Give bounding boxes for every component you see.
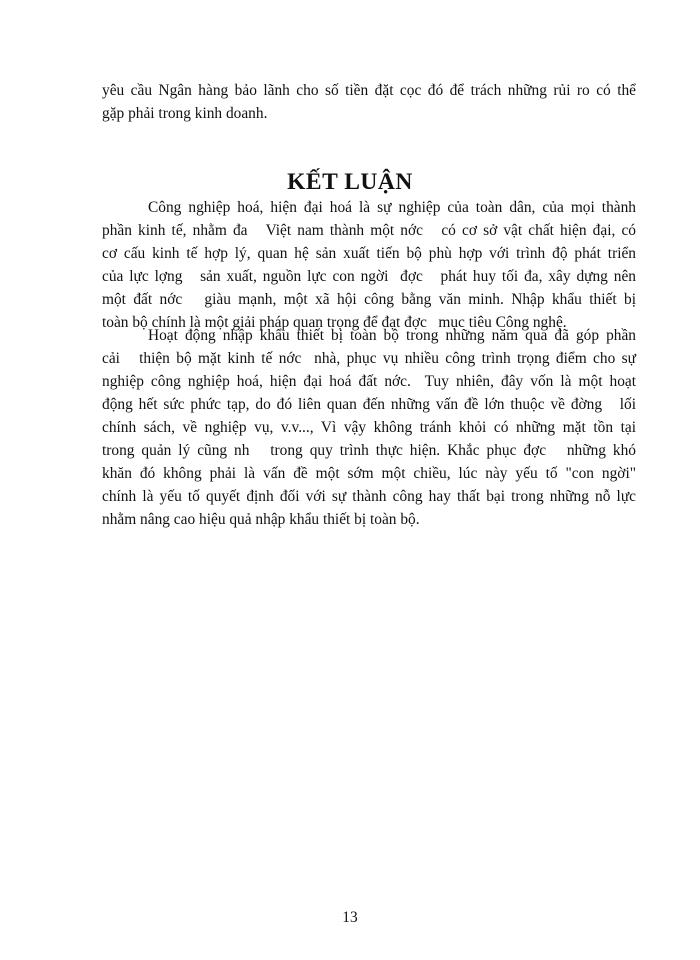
intro-line-2: gặp phải trong kinh doanh. bbox=[102, 105, 268, 122]
p2-line-4: động hết sức phức tạp, do đó liên quan đến những vấn đề lớn thuộc về đờng lối bbox=[102, 396, 636, 413]
p2-line-9: nhằm nâng cao hiệu quả nhập khẩu thiết bị toàn bộ. bbox=[102, 511, 420, 528]
intro-paragraph bbox=[102, 79, 636, 125]
p1-line-6: toàn bộ chính là một giải pháp quan trọng để đạt đợc mục tiêu Công nghệ. bbox=[102, 314, 567, 331]
page-number: 13 bbox=[342, 909, 358, 926]
p1-line-3: cơ cấu kinh tế hợp lý, quan hệ sản xuất tiến bộ phù hợp với trình độ phát triển bbox=[102, 245, 636, 262]
p2-line-6: trong quản lý cũng nh trong quy trình thực hiện. Khắc phục đợc những khó bbox=[102, 442, 636, 459]
conclusion-paragraph-1 bbox=[102, 196, 636, 334]
p1-line-5: một đất nớc giàu mạnh, một xã hội công bằng văn minh. Nhập khẩu thiết bị bbox=[102, 291, 636, 308]
p2-line-2: cải thiện bộ mặt kinh tế nớc nhà, phục vụ nhiều công trình trọng điểm cho sự bbox=[102, 350, 636, 367]
p2-line-1: Hoạt động nhập khẩu thiết bị toàn bộ trong những năm qua đã góp phần bbox=[148, 327, 636, 344]
p2-line-7: khăn đó không phải là vấn đề một sớm một chiều, lúc này yếu tố "con ngời" bbox=[102, 465, 636, 482]
p2-line-5: chính sách, về nghiệp vụ, v.v..., Vì vậy không tránh khỏi có những mặt tồn tại bbox=[102, 419, 636, 436]
intro-line-1: yêu cầu Ngân hàng bảo lãnh cho số tiền đặt cọc đó để trách những rủi ro có thể bbox=[102, 82, 636, 99]
p2-line-3: nghiệp công nghiệp hoá, hiện đại hoá đất nớc. Tuy nhiên, đây vốn là một hoạt bbox=[102, 373, 636, 390]
p1-line-4: của lực lợng sản xuất, nguồn lực con ngời đợc phát huy tối đa, xây dựng nên bbox=[102, 268, 636, 285]
p2-line-8: chính là yếu tố quyết định đối với sự thành công hay thất bại trong những nỗ lực bbox=[102, 488, 636, 505]
conclusion-paragraph-2 bbox=[102, 324, 636, 531]
p1-line-1: Công nghiệp hoá, hiện đại hoá là sự nghiệp của toàn dân, của mọi thành bbox=[148, 199, 636, 216]
p1-line-2: phần kinh tế, nhằm đa Việt nam thành một nớc có cơ sở vật chất hiện đại, có bbox=[102, 222, 636, 239]
conclusion-heading: KẾT LUẬN bbox=[287, 169, 413, 195]
